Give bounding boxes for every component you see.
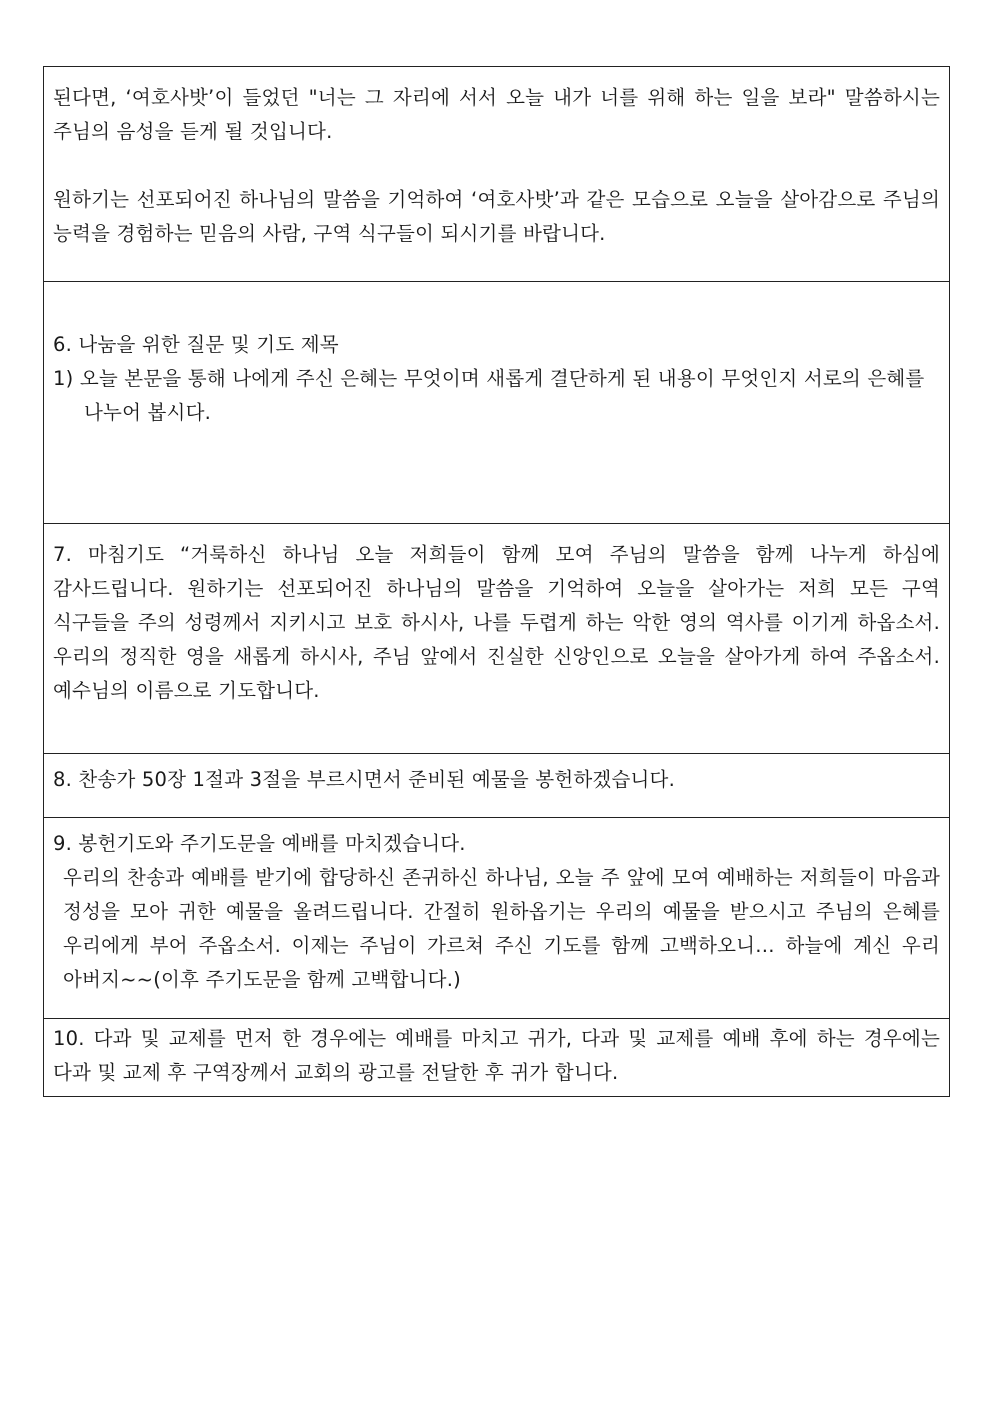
offering-cell: [44, 818, 950, 1019]
paragraph-gap: [53, 149, 940, 183]
table-row: [44, 524, 950, 754]
table-row: [44, 282, 950, 524]
hymn-text: 8. 찬송가 50장 1절과 3절을 부르시면서 준비된 예물을 봉헌하겠습니다.: [53, 768, 675, 791]
discussion-question-1: 1) 오늘 본문을 통해 나에게 주신 은혜는 무엇이며 새롭게 결단하게 된 내용이 무엇인지 서로의 은혜를 나누어 봅시다.: [53, 367, 925, 424]
closing-prayer-text: 7. 마침기도 “거룩하신 하나님 오늘 저희들이 함께 모여 주님의 말씀을 함께 나누게 하심에 감사드립니다. 원하기는 선포되어진 하나님의 말씀을 기억하여 오늘을 살아가는 저희 모든 구역 식구들을 주의 성령께서 지키시고 보호 하시사, 나를 두렵게 하는 악한 영의 역사를 이기게 하옵소서. 우리의 정직한 영을 새롭게 하시사, 주님 앞에서 진실한 신앙인으로 오늘을 살아가게 하여 주옵소서. 예수님의 이름으로 기도합니다.: [53, 543, 940, 702]
table-row: [44, 67, 950, 282]
conclusion-paragraph-2: 원하기는 선포되어진 하나님의 말씀을 기억하여 ‘여호사밧’과 같은 모습으로 오늘을 살아감으로 주님의 능력을 경험하는 믿음의 사람, 구역 식구들이 되시기를 바랍니다.: [53, 188, 940, 245]
conclusion-paragraph-1: 된다면, ‘여호사밧’이 들었던 "너는 그 자리에 서서 오늘 내가 너를 위해 하는 일을 보라" 말씀하시는 주님의 음성을 듣게 될 것입니다.: [53, 86, 940, 143]
offering-heading: 9. 봉헌기도와 주기도문을 예배를 마치겠습니다.: [53, 832, 466, 855]
discussion-cell: [44, 282, 950, 524]
dismissal-text: 10. 다과 및 교제를 먼저 한 경우에는 예배를 마치고 귀가, 다과 및 교제를 예배 후에 하는 경우에는 다과 및 교제 후 구역장께서 교회의 광고를 전달한 후 귀가 합니다.: [53, 1027, 940, 1084]
table-row: [44, 1019, 950, 1097]
worship-order-table: [43, 66, 950, 1097]
table-row: [44, 754, 950, 818]
closing-prayer-cell: [44, 524, 950, 754]
offering-prayer: 우리의 찬송과 예배를 받기에 합당하신 존귀하신 하나님, 오늘 주 앞에 모여 예배하는 저희들이 마음과 정성을 모아 귀한 예물을 올려드립니다. 간절히 원하옵기는 우리의 예물을 받으시고 주님의 은혜를 우리에게 부어 주옵소서. 이제는 주님이 가르쳐 주신 기도를 함께 고백하오니… 하늘에 계신 우리 아버지~~(이후 주기도문을 함께 고백합니다.): [63, 866, 940, 991]
conclusion-cell: [44, 67, 950, 282]
table-row: [44, 818, 950, 1019]
hymn-cell: [44, 754, 950, 818]
discussion-heading: 6. 나눔을 위한 질문 및 기도 제목: [53, 333, 339, 356]
dismissal-cell: [44, 1019, 950, 1097]
